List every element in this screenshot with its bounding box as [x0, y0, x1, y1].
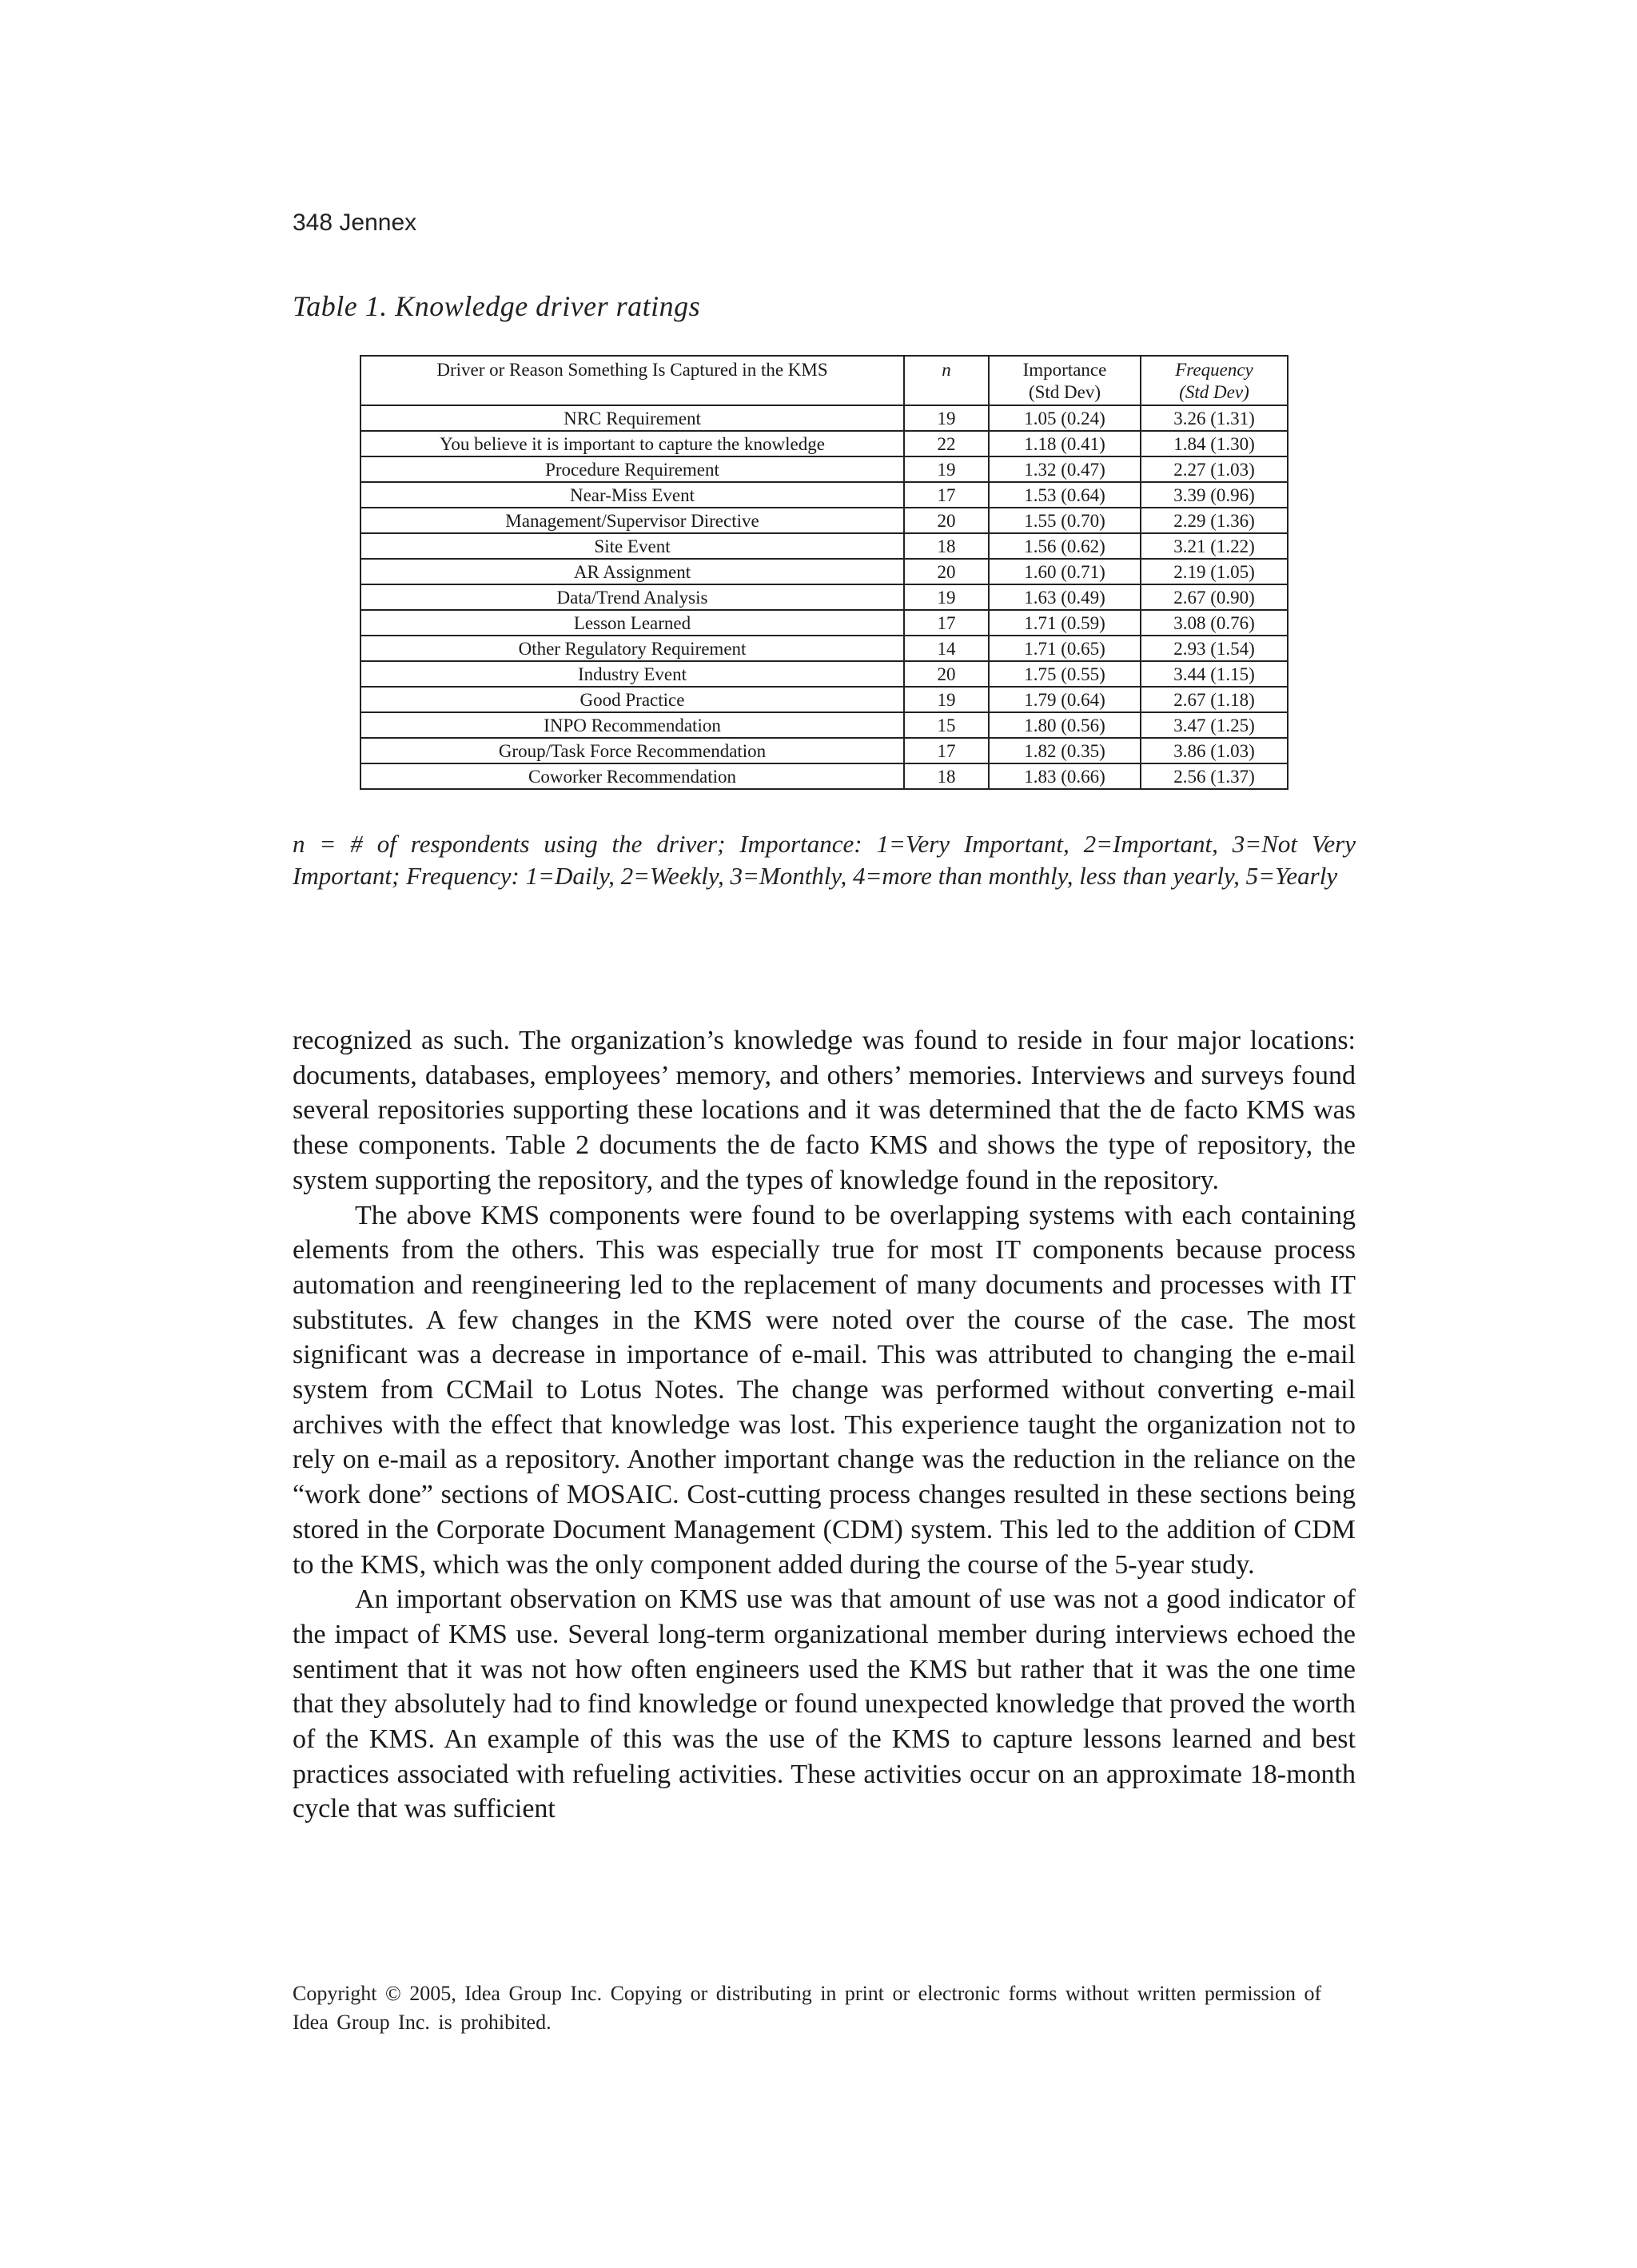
header-n: n [904, 356, 989, 405]
cell-importance: 1.75 (0.55) [989, 661, 1141, 687]
table-header [360, 356, 1288, 405]
table-row [360, 456, 1288, 482]
cell-driver: Coworker Recommendation [360, 763, 904, 789]
cell-frequency: 2.27 (1.03) [1141, 456, 1288, 482]
header-frequency-line2: (Std Dev) [1179, 382, 1249, 402]
cell-importance: 1.83 (0.66) [989, 763, 1141, 789]
table-row [360, 431, 1288, 456]
table-row [360, 661, 1288, 687]
cell-importance: 1.32 (0.47) [989, 456, 1141, 482]
table-row [360, 533, 1288, 559]
cell-driver: Lesson Learned [360, 610, 904, 636]
cell-driver: Site Event [360, 533, 904, 559]
cell-n: 15 [904, 712, 989, 738]
cell-importance: 1.18 (0.41) [989, 431, 1141, 456]
table-row [360, 610, 1288, 636]
header-driver: Driver or Reason Something Is Captured in the KMS [360, 356, 904, 405]
header-frequency-line1: Frequency [1175, 360, 1253, 380]
table-row [360, 584, 1288, 610]
cell-importance: 1.71 (0.65) [989, 636, 1141, 661]
cell-frequency: 2.19 (1.05) [1141, 559, 1288, 584]
cell-n: 19 [904, 405, 989, 431]
cell-n: 18 [904, 763, 989, 789]
table-body [360, 405, 1288, 789]
cell-frequency: 2.29 (1.36) [1141, 508, 1288, 533]
table-row [360, 738, 1288, 763]
cell-driver: Industry Event [360, 661, 904, 687]
table-row [360, 636, 1288, 661]
cell-n: 22 [904, 431, 989, 456]
cell-n: 14 [904, 636, 989, 661]
cell-n: 17 [904, 610, 989, 636]
paragraph: recognized as such. The organization’s knowledge was found to reside in four major locations: documents, databases, employees’ memory, and others’ memories. Interviews and surveys found several repositories supporting these locations and it was determined that the de facto KMS was these components. Table 2 documents the de facto KMS and shows the type of repository, the system supporting the repository, and the types of knowledge found in the repository. [293, 1026, 1356, 1195]
cell-n: 18 [904, 533, 989, 559]
table-caption: Table 1. Knowledge driver ratings [293, 290, 701, 322]
header-importance-line1: Importance [1022, 360, 1107, 380]
table-row [360, 687, 1288, 712]
cell-driver: NRC Requirement [360, 405, 904, 431]
table-row [360, 559, 1288, 584]
cell-n: 20 [904, 661, 989, 687]
cell-frequency: 3.86 (1.03) [1141, 738, 1288, 763]
cell-n: 17 [904, 482, 989, 508]
cell-frequency: 3.26 (1.31) [1141, 405, 1288, 431]
cell-driver: Group/Task Force Recommendation [360, 738, 904, 763]
cell-driver: Near-Miss Event [360, 482, 904, 508]
cell-importance: 1.53 (0.64) [989, 482, 1141, 508]
table-row [360, 482, 1288, 508]
running-head: 348 Jennex [293, 209, 417, 236]
table-container [360, 355, 1287, 790]
cell-driver: AR Assignment [360, 559, 904, 584]
cell-frequency: 3.44 (1.15) [1141, 661, 1288, 687]
cell-n: 19 [904, 687, 989, 712]
cell-frequency: 3.47 (1.25) [1141, 712, 1288, 738]
table-row [360, 712, 1288, 738]
cell-driver: Other Regulatory Requirement [360, 636, 904, 661]
cell-n: 20 [904, 508, 989, 533]
cell-frequency: 1.84 (1.30) [1141, 431, 1288, 456]
cell-importance: 1.63 (0.49) [989, 584, 1141, 610]
cell-n: 19 [904, 456, 989, 482]
table-row [360, 763, 1288, 789]
cell-importance: 1.55 (0.70) [989, 508, 1141, 533]
cell-frequency: 2.67 (1.18) [1141, 687, 1288, 712]
cell-n: 17 [904, 738, 989, 763]
table-header-row [360, 356, 1288, 405]
cell-n: 20 [904, 559, 989, 584]
cell-importance: 1.82 (0.35) [989, 738, 1141, 763]
paragraph: An important observation on KMS use was that amount of use was not a good indicator of the impact of KMS use. Several long-term organizational member during interviews echoed the sentiment that it was not how often engineers used the KMS but rather that it was the one time that they absolutely had to find knowledge or found unexpected knowledge that proved the worth of the KMS. An example of this was the use of the KMS to capture lessons learned and best practices associated with refueling activities. These activities occur on an approximate 18-month cycle that was sufficient [293, 1584, 1356, 1824]
cell-frequency: 2.67 (0.90) [1141, 584, 1288, 610]
cell-driver: Good Practice [360, 687, 904, 712]
cell-frequency: 2.56 (1.37) [1141, 763, 1288, 789]
cell-frequency: 2.93 (1.54) [1141, 636, 1288, 661]
table-footnote: n = # of respondents using the driver; Importance: 1=Very Important, 2=Important, 3=Not Very Important; Frequency: 1=Daily, 2=Weekly, 3=Monthly, 4=more than monthly, less than yearly, 5=Yearly [293, 830, 1356, 890]
cell-driver: Management/Supervisor Directive [360, 508, 904, 533]
paragraph: The above KMS components were found to be overlapping systems with each containing elements from the others. This was especially true for most IT components because process automation and reengineering led to the replacement of many documents and processes with IT substitutes. A few changes in the KMS were noted over the course of the case. The most significant was a decrease in importance of e-mail. This was attributed to changing the e-mail system from CCMail to Lotus Notes. The change was performed without converting e-mail archives with the effect that knowledge was lost. This experience taught the organization not to rely on e-mail as a repository. Another important change was the reduction in the reliance on the “work done” sections of MOSAIC. Cost-cutting process changes resulted in these sections being stored in the Corporate Document Management (CDM) system. This led to the addition of CDM to the KMS, which was the only component added during the course of the 5-year study. [293, 1200, 1356, 1580]
cell-frequency: 3.21 (1.22) [1141, 533, 1288, 559]
cell-importance: 1.60 (0.71) [989, 559, 1141, 584]
header-frequency [1141, 356, 1288, 405]
header-importance [989, 356, 1141, 405]
cell-driver: Data/Trend Analysis [360, 584, 904, 610]
header-importance-line2: (Std Dev) [1028, 382, 1101, 402]
cell-driver: Procedure Requirement [360, 456, 904, 482]
cell-importance: 1.79 (0.64) [989, 687, 1141, 712]
table-row [360, 405, 1288, 431]
cell-importance: 1.05 (0.24) [989, 405, 1141, 431]
knowledge-driver-table [360, 355, 1288, 790]
cell-n: 19 [904, 584, 989, 610]
cell-importance: 1.80 (0.56) [989, 712, 1141, 738]
cell-frequency: 3.08 (0.76) [1141, 610, 1288, 636]
table-row [360, 508, 1288, 533]
cell-driver: INPO Recommendation [360, 712, 904, 738]
cell-importance: 1.71 (0.59) [989, 610, 1141, 636]
cell-importance: 1.56 (0.62) [989, 533, 1141, 559]
body-text [293, 1023, 1356, 1827]
cell-driver: You believe it is important to capture the knowledge [360, 431, 904, 456]
cell-frequency: 3.39 (0.96) [1141, 482, 1288, 508]
copyright-notice: Copyright © 2005, Idea Group Inc. Copying or distributing in print or electronic forms without written permission of Idea Group Inc. is prohibited. [293, 1982, 1322, 2034]
